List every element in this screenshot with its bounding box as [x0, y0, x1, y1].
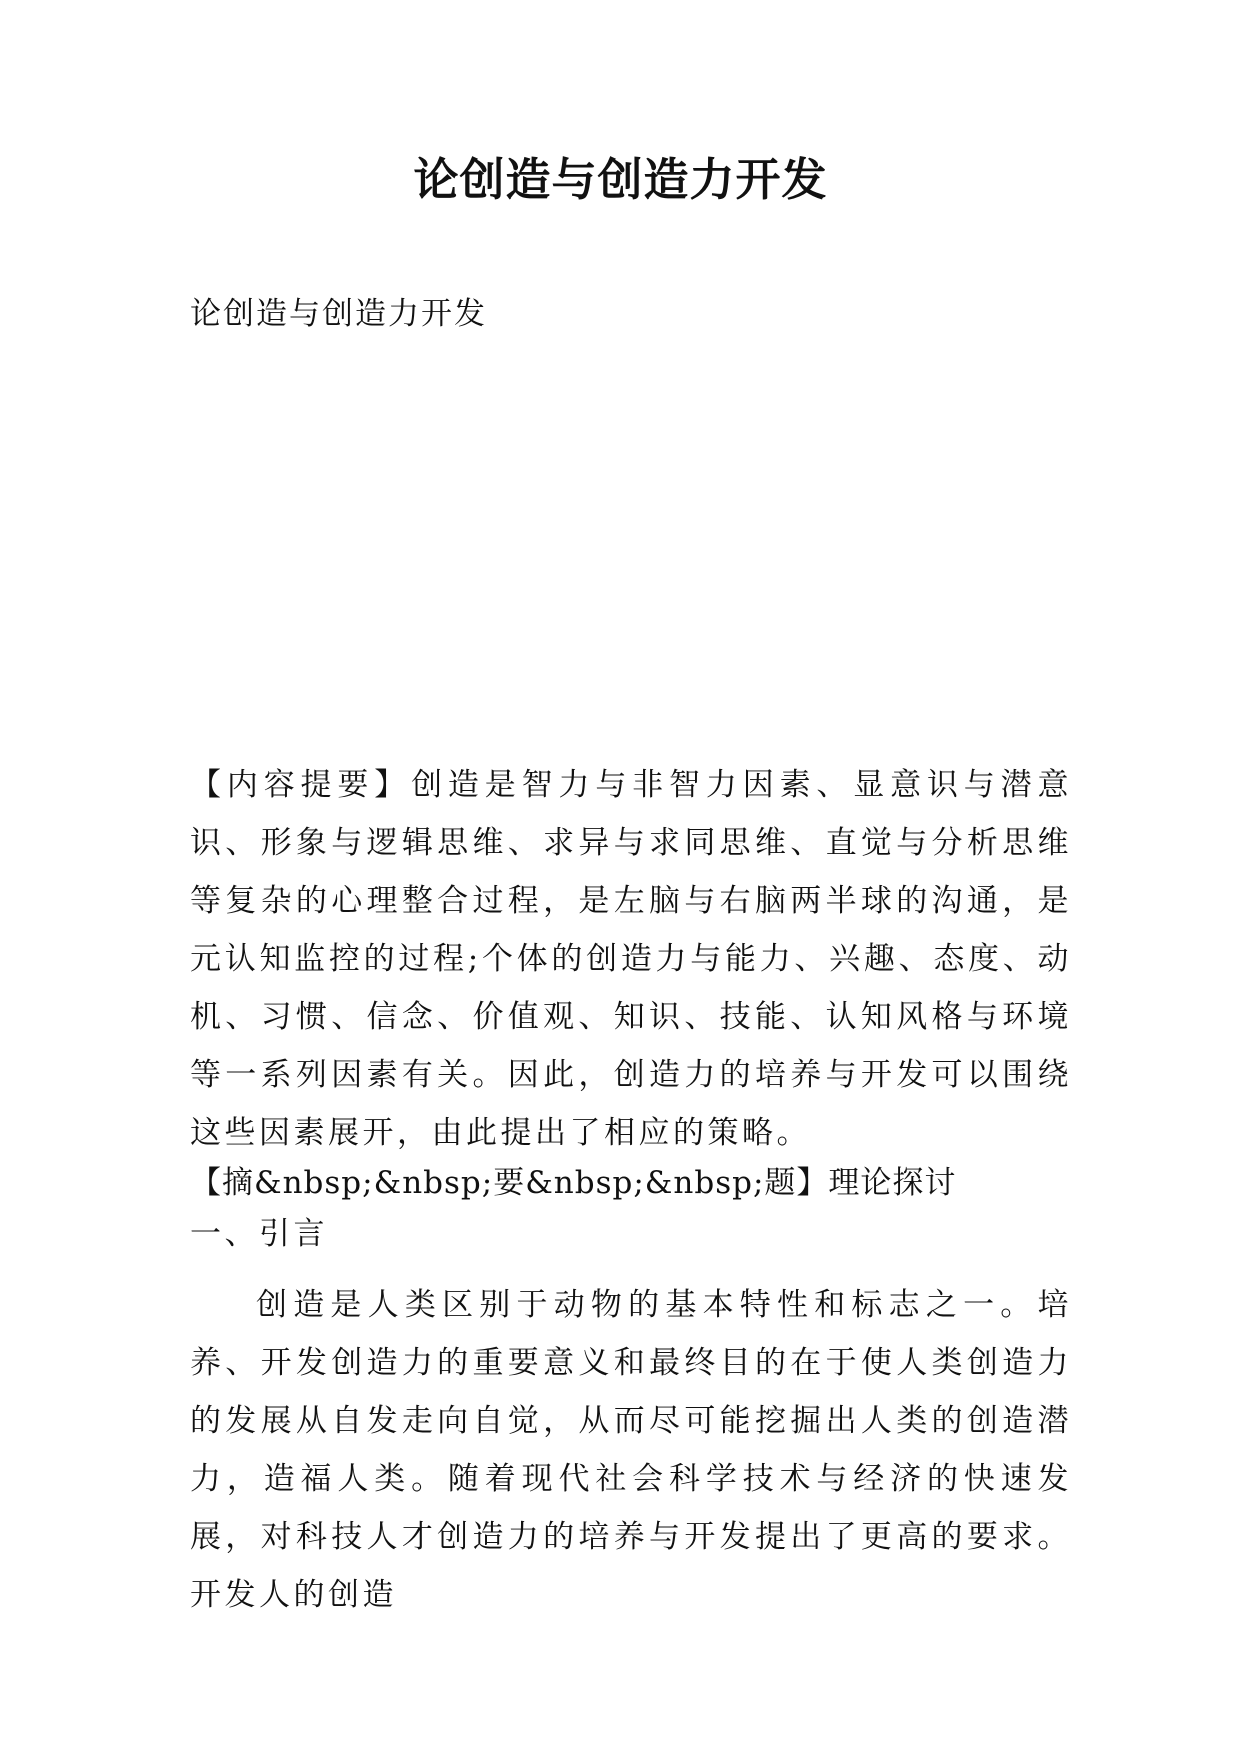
abstract-paragraph: 【内容提要】创造是智力与非智力因素、显意识与潜意识、形象与逻辑思维、求异与求同思维、直觉与分析思维等复杂的心理整合过程，是左脑与右脑两半球的沟通，是元认知监控的过程;个体的创造力与能力、兴趣、态度、动机、习惯、信念、价值观、知识、技能、认知风格与环境等一系列因素有关。因此，创造力的培养与开发可以围绕这些因素展开，由此提出了相应的策略。	[190, 767, 1072, 1151]
keywords-line: 【摘&nbsp;&nbsp;要&nbsp;&nbsp;题】理论探讨	[190, 1165, 957, 1201]
intro-paragraph: 创造是人类区别于动物的基本特性和标志之一。培养、开发创造力的重要意义和最终目的在于使人类创造力的发展从自发走向自觉，从而尽可能挖掘出人类的创造潜力，造福人类。随着现代社会科学技术与经济的快速发展，对科技人才创造力的培养与开发提出了更高的要求。开发人的创造	[190, 1287, 1072, 1613]
document-title: 论创造与创造力开发	[413, 153, 828, 206]
document-subtitle: 论创造与创造力开发	[190, 296, 487, 332]
section-heading: 一、引言	[190, 1216, 328, 1252]
